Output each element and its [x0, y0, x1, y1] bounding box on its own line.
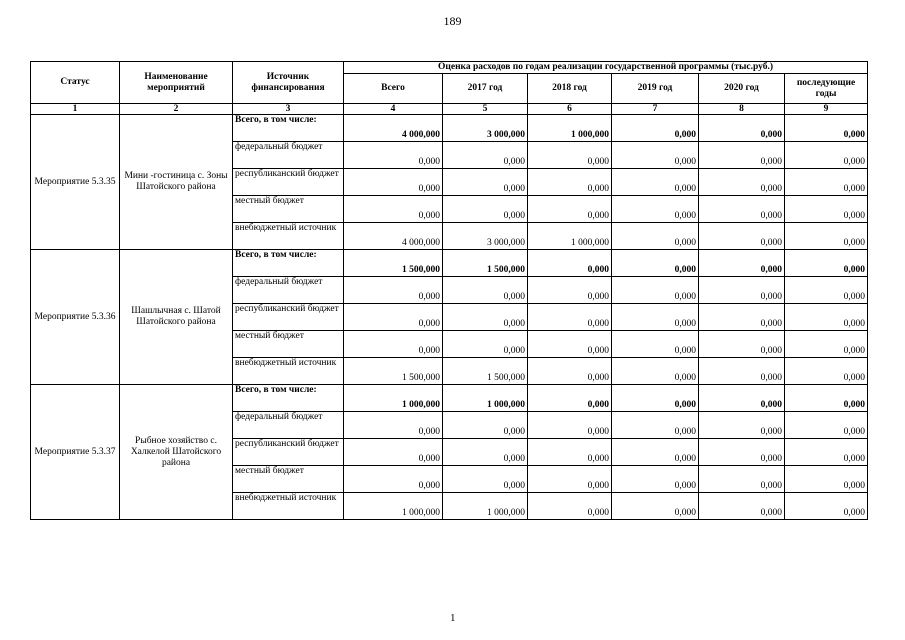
amount-cell: 0,000	[785, 304, 868, 331]
amount-cell: 0,000	[443, 331, 528, 358]
amount-cell: 0,000	[699, 331, 785, 358]
header-year: Всего	[344, 74, 443, 104]
header-estimate: Оценка расходов по годам реализации государственной программы (тыс.руб.)	[344, 62, 868, 74]
amount-cell: 0,000	[612, 142, 699, 169]
amount-cell: 0,000	[344, 412, 443, 439]
amount-cell: 0,000	[612, 223, 699, 250]
amount-cell: 0,000	[612, 196, 699, 223]
amount-cell: 0,000	[785, 169, 868, 196]
amount-cell: 0,000	[344, 466, 443, 493]
amount-cell: 0,000	[528, 169, 612, 196]
amount-cell: 0,000	[785, 277, 868, 304]
amount-cell: 0,000	[785, 250, 868, 277]
source-cell: федеральный бюджет	[233, 142, 344, 169]
amount-cell: 0,000	[612, 169, 699, 196]
table-body	[31, 115, 868, 520]
amount-cell: 3 000,000	[443, 115, 528, 142]
amount-cell: 0,000	[699, 169, 785, 196]
amount-cell: 0,000	[612, 385, 699, 412]
amount-cell: 0,000	[612, 304, 699, 331]
header-status: Статус	[31, 62, 120, 104]
amount-cell: 1 000,000	[528, 223, 612, 250]
amount-cell: 4 000,000	[344, 115, 443, 142]
amount-cell: 1 000,000	[443, 385, 528, 412]
amount-cell: 0,000	[443, 169, 528, 196]
amount-cell: 0,000	[528, 196, 612, 223]
amount-cell: 0,000	[528, 277, 612, 304]
amount-cell: 0,000	[785, 196, 868, 223]
amount-cell: 0,000	[612, 412, 699, 439]
column-number: 9	[785, 104, 868, 115]
amount-cell: 0,000	[443, 196, 528, 223]
amount-cell: 0,000	[528, 412, 612, 439]
source-cell: местный бюджет	[233, 466, 344, 493]
header-name: Наименование мероприятий	[120, 62, 233, 104]
amount-cell: 0,000	[528, 304, 612, 331]
table-row-total	[31, 385, 868, 412]
amount-cell: 0,000	[699, 304, 785, 331]
amount-cell: 0,000	[344, 331, 443, 358]
amount-cell: 0,000	[699, 142, 785, 169]
amount-cell: 0,000	[785, 331, 868, 358]
amount-cell: 0,000	[699, 223, 785, 250]
amount-cell: 0,000	[344, 169, 443, 196]
amount-cell: 0,000	[443, 277, 528, 304]
event-name-cell: Шашлычная с. Шатой Шатойского района	[120, 250, 233, 385]
amount-cell: 0,000	[443, 466, 528, 493]
amount-cell: 0,000	[443, 412, 528, 439]
source-cell: внебюджетный источник	[233, 358, 344, 385]
header-source: Источник финансирования	[233, 62, 344, 104]
amount-cell: 0,000	[612, 466, 699, 493]
amount-cell: 0,000	[612, 331, 699, 358]
amount-cell: 3 000,000	[443, 223, 528, 250]
header-year: 2020 год	[699, 74, 785, 104]
amount-cell: 0,000	[612, 493, 699, 520]
amount-cell: 0,000	[699, 385, 785, 412]
column-number: 2	[120, 104, 233, 115]
source-cell: республиканский бюджет	[233, 439, 344, 466]
header-year: 2017 год	[443, 74, 528, 104]
amount-cell: 4 000,000	[344, 223, 443, 250]
amount-cell: 1 000,000	[443, 493, 528, 520]
source-cell: республиканский бюджет	[233, 304, 344, 331]
amount-cell: 0,000	[528, 493, 612, 520]
amount-cell: 0,000	[528, 439, 612, 466]
column-number-row	[31, 104, 868, 115]
amount-cell: 0,000	[699, 358, 785, 385]
source-cell: республиканский бюджет	[233, 169, 344, 196]
amount-cell: 1 000,000	[528, 115, 612, 142]
amount-cell: 0,000	[612, 250, 699, 277]
amount-cell: 0,000	[344, 277, 443, 304]
page-number: 189	[443, 14, 462, 28]
amount-cell: 0,000	[344, 196, 443, 223]
amount-cell: 0,000	[785, 358, 868, 385]
source-cell: местный бюджет	[233, 331, 344, 358]
amount-cell: 0,000	[528, 358, 612, 385]
amount-cell: 0,000	[785, 385, 868, 412]
status-cell: Мероприятие 5.3.37	[31, 385, 120, 520]
amount-cell: 0,000	[785, 466, 868, 493]
amount-cell: 0,000	[785, 115, 868, 142]
source-cell: Всего, в том числе:	[233, 250, 344, 277]
amount-cell: 0,000	[699, 250, 785, 277]
amount-cell: 0,000	[612, 277, 699, 304]
column-number: 7	[612, 104, 699, 115]
column-number: 4	[344, 104, 443, 115]
amount-cell: 0,000	[785, 223, 868, 250]
amount-cell: 1 500,000	[344, 250, 443, 277]
amount-cell: 1 000,000	[344, 385, 443, 412]
source-cell: Всего, в том числе:	[233, 385, 344, 412]
source-cell: внебюджетный источник	[233, 493, 344, 520]
column-number: 3	[233, 104, 344, 115]
source-cell: федеральный бюджет	[233, 412, 344, 439]
event-name-cell: Рыбное хозяйство с. Халкелой Шатойского района	[120, 385, 233, 520]
header-year: 2018 год	[528, 74, 612, 104]
amount-cell: 0,000	[528, 250, 612, 277]
amount-cell: 0,000	[699, 277, 785, 304]
amount-cell: 0,000	[443, 304, 528, 331]
amount-cell: 1 500,000	[443, 250, 528, 277]
column-number: 5	[443, 104, 528, 115]
column-number: 1	[31, 104, 120, 115]
header-year: 2019 год	[612, 74, 699, 104]
source-cell: Всего, в том числе:	[233, 115, 344, 142]
event-name-cell: Мини -гостиница с. Зоны Шатойского района	[120, 115, 233, 250]
amount-cell: 0,000	[443, 142, 528, 169]
status-cell: Мероприятие 5.3.36	[31, 250, 120, 385]
amount-cell: 0,000	[699, 466, 785, 493]
status-cell: Мероприятие 5.3.35	[31, 115, 120, 250]
amount-cell: 0,000	[528, 331, 612, 358]
amount-cell: 0,000	[699, 196, 785, 223]
amount-cell: 0,000	[699, 493, 785, 520]
amount-cell: 0,000	[699, 115, 785, 142]
source-cell: федеральный бюджет	[233, 277, 344, 304]
header-year: последующие годы	[785, 74, 868, 104]
amount-cell: 0,000	[699, 412, 785, 439]
table-row-total	[31, 250, 868, 277]
amount-cell: 0,000	[785, 142, 868, 169]
amount-cell: 0,000	[785, 439, 868, 466]
amount-cell: 0,000	[785, 412, 868, 439]
footer-mark: 1	[450, 612, 456, 624]
amount-cell: 0,000	[443, 439, 528, 466]
amount-cell: 1 000,000	[344, 493, 443, 520]
amount-cell: 1 500,000	[344, 358, 443, 385]
source-cell: внебюджетный источник	[233, 223, 344, 250]
amount-cell: 0,000	[344, 439, 443, 466]
amount-cell: 1 500,000	[443, 358, 528, 385]
amount-cell: 0,000	[528, 385, 612, 412]
amount-cell: 0,000	[785, 493, 868, 520]
column-number: 6	[528, 104, 612, 115]
amount-cell: 0,000	[612, 358, 699, 385]
amount-cell: 0,000	[528, 466, 612, 493]
amount-cell: 0,000	[344, 142, 443, 169]
amount-cell: 0,000	[612, 439, 699, 466]
amount-cell: 0,000	[344, 304, 443, 331]
amount-cell: 0,000	[699, 439, 785, 466]
table-row-total	[31, 115, 868, 142]
amount-cell: 0,000	[528, 142, 612, 169]
header-row	[31, 62, 868, 74]
amount-cell: 0,000	[612, 115, 699, 142]
source-cell: местный бюджет	[233, 196, 344, 223]
column-number: 8	[699, 104, 785, 115]
budget-table	[30, 61, 868, 520]
